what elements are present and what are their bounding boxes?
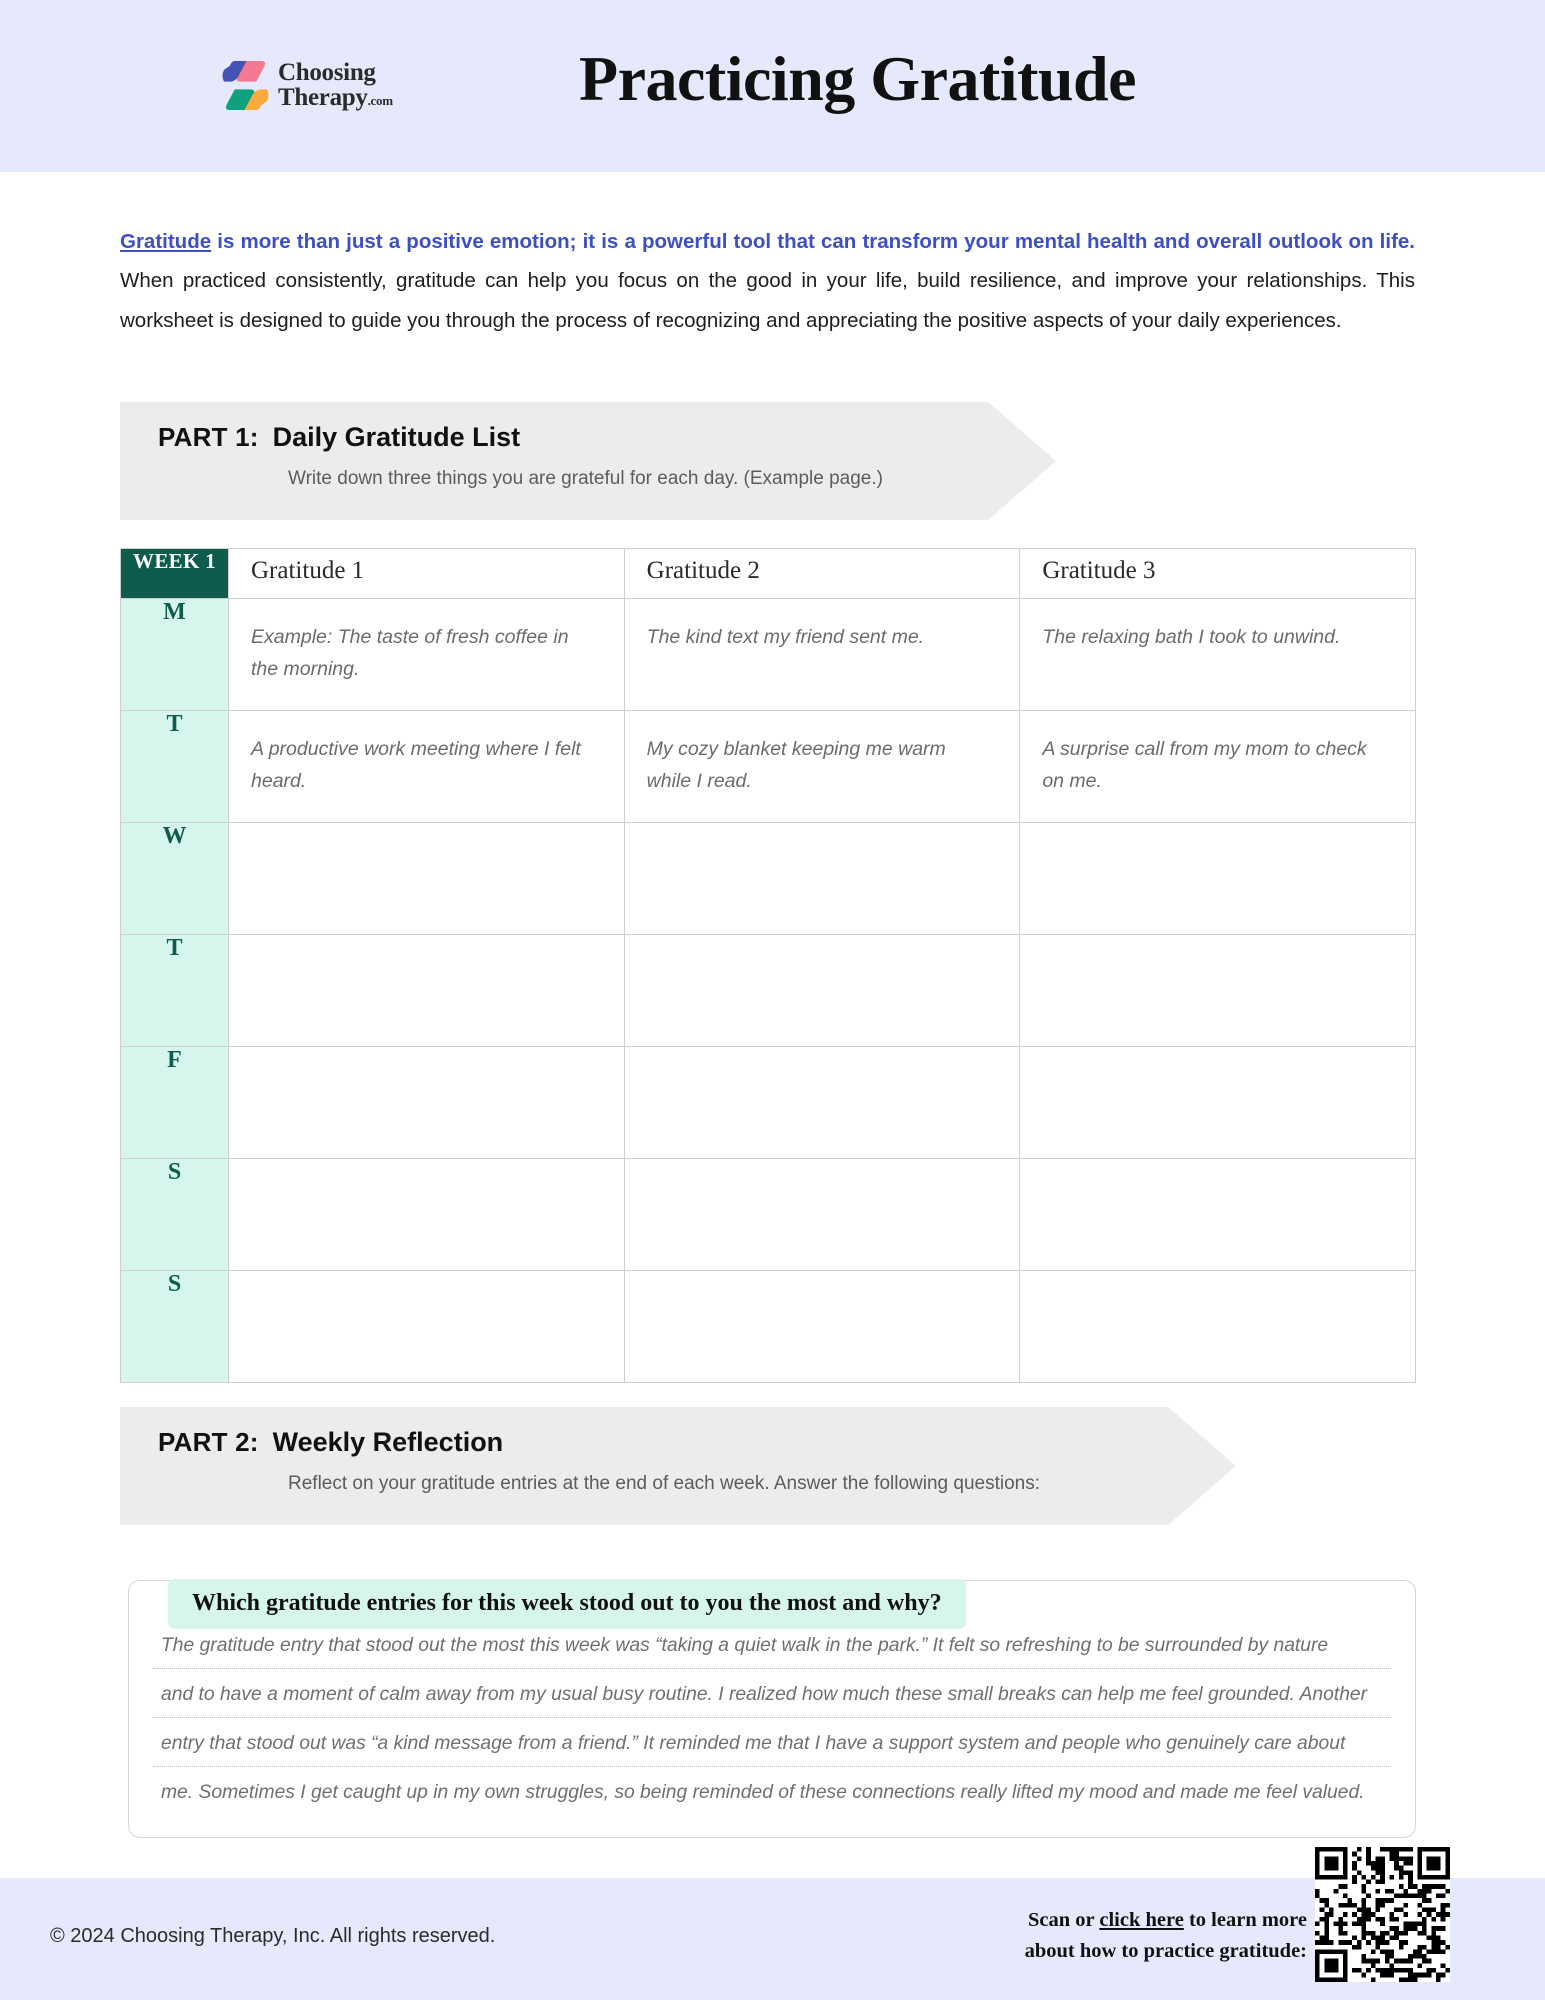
brand-line-2: Therapy.com xyxy=(278,83,393,111)
gratitude-entry-cell-2[interactable] xyxy=(624,823,1020,935)
banner-arrow-icon xyxy=(1168,1407,1236,1525)
scan-line-1 xyxy=(1025,1905,1307,1936)
table-row xyxy=(121,711,1416,823)
day-cell: S xyxy=(121,1159,229,1271)
gratitude-entry-cell-3[interactable] xyxy=(1020,1159,1416,1271)
part-1-banner xyxy=(120,402,988,520)
column-header-gratitude-1: Gratitude 1 xyxy=(229,549,625,599)
page-header xyxy=(0,0,1545,172)
intro-paragraph xyxy=(120,222,1415,340)
day-cell: T xyxy=(121,935,229,1047)
part-1-title: Daily Gratitude List xyxy=(272,422,521,452)
scan-prefix: Scan or xyxy=(1028,1909,1100,1931)
gratitude-entry-cell-1[interactable]: Example: The taste of fresh coffee in the morning. xyxy=(229,599,625,711)
table-header xyxy=(121,549,1416,599)
click-here-link[interactable]: click here xyxy=(1099,1909,1184,1931)
table-row xyxy=(121,599,1416,711)
qr-code[interactable] xyxy=(1315,1847,1450,1982)
part-1-heading-row xyxy=(158,422,520,453)
answer-line[interactable]: entry that stood out was “a kind message from a friend.” It reminded me that I have a support system and people who genuinely care about xyxy=(153,1731,1391,1767)
answer-line[interactable]: The gratitude entry that stood out the most this week was “taking a quiet walk in the park.” It felt so refreshing to be surrounded by nature xyxy=(153,1633,1391,1669)
brand-line-1: Choosing xyxy=(278,59,376,87)
scan-line-2: about how to practice gratitude: xyxy=(1024,1939,1307,1962)
gratitude-entry-cell-2[interactable] xyxy=(624,1271,1020,1383)
part-1-subtitle: Write down three things you are grateful for each day. (Example page.) xyxy=(288,468,883,489)
copyright-text: © 2024 Choosing Therapy, Inc. All rights reserved. xyxy=(50,1925,496,1947)
day-cell: F xyxy=(121,1047,229,1159)
table-row xyxy=(121,935,1416,1047)
gratitude-entry-cell-1[interactable] xyxy=(229,1159,625,1271)
day-cell: M xyxy=(121,599,229,711)
gratitude-entry-cell-2[interactable]: The kind text my friend sent me. xyxy=(624,599,1020,711)
reflection-question: Which gratitude entries for this week stood out to you the most and why? xyxy=(168,1579,966,1629)
weekly-reflection-section xyxy=(128,1580,1416,1838)
page-title: Practicing Gratitude xyxy=(579,43,1136,114)
intro-lead-text: is more than just a positive emotion; it is a powerful tool that can transform your mental health and overall outlook on life. xyxy=(211,230,1415,253)
gratitude-entry-cell-3[interactable] xyxy=(1020,935,1416,1047)
gratitude-entry-cell-1[interactable]: A productive work meeting where I felt heard. xyxy=(229,711,625,823)
daily-gratitude-table xyxy=(120,548,1416,1383)
scan-instructions xyxy=(1025,1905,1307,1967)
answer-line[interactable]: me. Sometimes I get caught up in my own struggles, so being reminded of these connections really lifted my mood and made me feel valued. xyxy=(161,1782,1365,1804)
intro-body-text: When practiced consistently, gratitude can help you focus on the good in your life, build resilience, and improve your relationships. This worksheet is designed to guide you through the process of recognizing and appreciating the positive aspects of your daily experiences. xyxy=(120,269,1415,332)
gratitude-entry-cell-1[interactable] xyxy=(229,1047,625,1159)
part-2-heading-row xyxy=(158,1427,503,1458)
gratitude-entry-cell-3[interactable] xyxy=(1020,823,1416,935)
gratitude-entry-cell-2[interactable] xyxy=(624,935,1020,1047)
day-cell: T xyxy=(121,711,229,823)
part-2-subtitle: Reflect on your gratitude entries at the end of each week. Answer the following questions: xyxy=(288,1473,1041,1494)
column-header-gratitude-2: Gratitude 2 xyxy=(624,549,1020,599)
table-row xyxy=(121,1159,1416,1271)
part-1-label: PART 1: xyxy=(158,422,259,452)
gratitude-entry-cell-3[interactable]: A surprise call from my mom to check on me. xyxy=(1020,711,1416,823)
table-row xyxy=(121,1047,1416,1159)
brand-tld: .com xyxy=(367,92,393,108)
day-cell: W xyxy=(121,823,229,935)
gratitude-entry-cell-1[interactable] xyxy=(229,823,625,935)
table-header-row xyxy=(121,549,1416,599)
gratitude-entry-cell-2[interactable]: My cozy blanket keeping me warm while I read. xyxy=(624,711,1020,823)
gratitude-entry-cell-2[interactable] xyxy=(624,1047,1020,1159)
week-label-cell: WEEK 1 xyxy=(121,549,229,599)
table-row xyxy=(121,1271,1416,1383)
page-footer xyxy=(0,1878,1545,2000)
part-2-title: Weekly Reflection xyxy=(272,1427,504,1457)
answer-line[interactable]: and to have a moment of calm away from my usual busy routine. I realized how much these small breaks can help me feel grounded. Another xyxy=(153,1682,1391,1718)
part-2-banner xyxy=(120,1407,1168,1525)
table-body xyxy=(121,599,1416,1383)
part-2-label: PART 2: xyxy=(158,1427,259,1457)
scan-suffix: to learn more xyxy=(1183,1909,1307,1931)
gratitude-entry-cell-1[interactable] xyxy=(229,1271,625,1383)
day-cell: S xyxy=(121,1271,229,1383)
gratitude-entry-cell-3[interactable] xyxy=(1020,1271,1416,1383)
gratitude-link[interactable]: Gratitude xyxy=(120,230,212,253)
column-header-gratitude-3: Gratitude 3 xyxy=(1020,549,1416,599)
banner-arrow-icon xyxy=(988,402,1056,520)
gratitude-entry-cell-3[interactable]: The relaxing bath I took to unwind. xyxy=(1020,599,1416,711)
gratitude-entry-cell-3[interactable] xyxy=(1020,1047,1416,1159)
gratitude-entry-cell-1[interactable] xyxy=(229,935,625,1047)
gratitude-entry-cell-2[interactable] xyxy=(624,1159,1020,1271)
intro-lead xyxy=(120,230,1415,253)
table-row xyxy=(121,823,1416,935)
